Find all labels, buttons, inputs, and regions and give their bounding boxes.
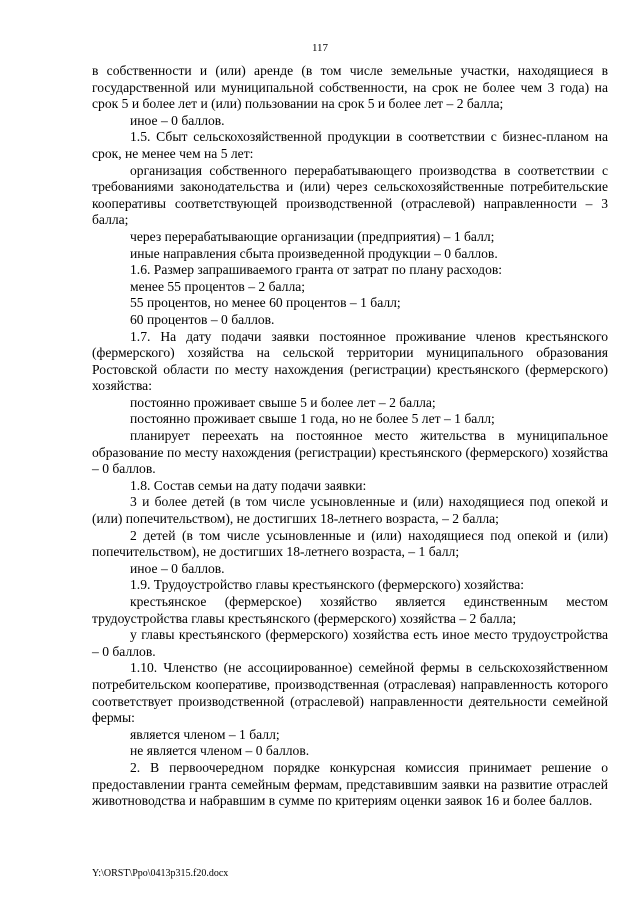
paragraph: крестьянское (фермерское) хозяйство является единственным местом трудоустройства главы крестьянского (фермерского) хозяйства – 2 балла;: [92, 594, 608, 626]
paragraph: иное – 0 баллов.: [130, 112, 225, 128]
file-path-footer: Y:\ORST\Ppo\0413p315.f20.docx: [92, 868, 229, 879]
paragraph: 1.9. Трудоустройство главы крестьянского (фермерского) хозяйства:: [130, 577, 525, 593]
paragraph: 1.6. Размер запрашиваемого гранта от затрат по плану расходов:: [130, 262, 503, 278]
paragraph: организация собственного перерабатывающего производства в соответствии с требованиями законодательства и (или) через сельскохозяйственные потребительские кооперативы соответствующей производственной (отраслевой) направленности – 3 балла;: [92, 162, 608, 228]
paragraph: 2 детей (в том числе усыновленные и (или) находящиеся под опекой и (или) попечительством), не достигших 18-летнего возраста, – 1 балл;: [92, 527, 608, 560]
paragraph: иное – 0 баллов.: [130, 560, 225, 576]
paragraph: не является членом – 0 баллов.: [130, 743, 310, 759]
paragraph: менее 55 процентов – 2 балла;: [130, 278, 306, 294]
paragraph: 55 процентов, но менее 60 процентов – 1 балл;: [130, 295, 401, 311]
paragraph: иные направления сбыта произведенной продукции – 0 баллов.: [130, 245, 498, 261]
paragraph: 1.5. Сбыт сельскохозяйственной продукции в соответствии с бизнес-планом на срок, не менее чем на 5 лет:: [92, 129, 608, 161]
paragraph: 2. В первоочередном порядке конкурсная комиссия принимает решение о предоставлении гранта семейным фермам, представившим заявки на развитие отраслей животноводства и набравшим в сумме по критериям оценки заявок 16 и более баллов.: [92, 759, 608, 809]
paragraph: является членом – 1 балл;: [130, 726, 280, 742]
paragraph: постоянно проживает свыше 5 и более лет – 2 балла;: [130, 394, 436, 410]
document-body: [92, 63, 608, 810]
paragraph: 1.8. Состав семьи на дату подачи заявки:: [130, 477, 367, 493]
paragraph: 60 процентов – 0 баллов.: [130, 311, 275, 327]
paragraph: через перерабатывающие организации (предприятия) – 1 балл;: [130, 228, 495, 244]
paragraph: в собственности и (или) аренде (в том числе земельные участки, находящиеся в государственной или муниципальной собственности, на срок не более чем 3 года) на срок 5 и более лет и (или) пользовании на срок 5 и более лет – 2 балла;: [92, 63, 608, 112]
paragraph: постоянно проживает свыше 1 года, но не более 5 лет – 1 балл;: [130, 411, 495, 427]
paragraph: 3 и более детей (в том числе усыновленные и (или) находящиеся под опекой и (или) попечительством), не достигших 18-летнего возраста, – 2 балла;: [92, 494, 608, 527]
paragraph: планирует переехать на постоянное место жительства в муниципальное образование по месту нахождения (регистрации) крестьянского (фермерского) хозяйства – 0 баллов.: [92, 428, 608, 477]
page-number: 117: [311, 42, 329, 54]
paragraph: у главы крестьянского (фермерского) хозяйства есть иное место трудоустройства – 0 баллов.: [92, 627, 608, 659]
paragraph: 1.7. На дату подачи заявки постоянное проживание членов крестьянского (фермерского) хозяйства на сельской территории муниципального образования Ростовской области по месту нахождения (регистрации) крестьянского (фермерского) хозяйства:: [92, 328, 608, 394]
paragraph: 1.10. Членство (не ассоциированное) семейной фермы в сельскохозяйственном потребительском кооперативе, производственная (отраслевая) направленность которого соответствует производственной (отраслевой) направленности деятельности семейной фермы:: [92, 660, 608, 726]
